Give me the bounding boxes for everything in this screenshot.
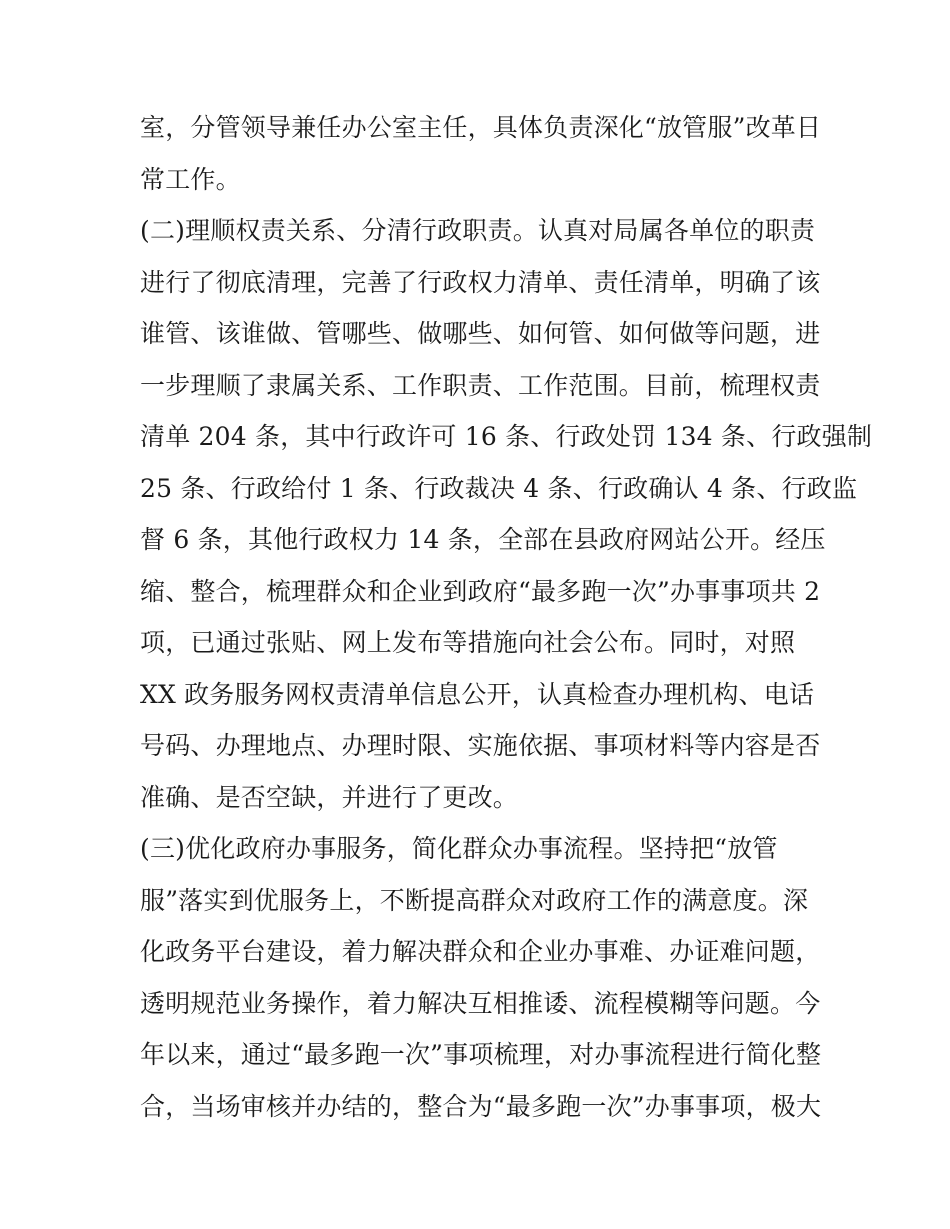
text-line: 常工作。 — [140, 164, 241, 194]
text-line: 进行了彻底清理，完善了行政权力清单、责任清单，明确了该 — [140, 267, 821, 297]
body-text — [140, 102, 873, 1132]
text-line: 25 条、行政给付 1 条、行政裁决 4 条、行政确认 4 条、行政监 — [140, 473, 858, 503]
text-line: 一步理顺了隶属关系、工作职责、工作范围。目前，梳理权责 — [140, 370, 821, 400]
text-line: 清单 204 条，其中行政许可 16 条、行政处罚 134 条、行政强制 — [140, 422, 873, 451]
text-line: XX 政务服务网权责清单信息公开，认真检查办理机构、电话 — [140, 679, 815, 709]
text-line: 号码、办理地点、办理时限、实施依据、事项材料等内容是否 — [140, 731, 821, 760]
text-line: 准确、是否空缺，并进行了更改。 — [140, 782, 519, 812]
text-line: 化政务平台建设，着力解决群众和企业办事难、办证难问题， — [140, 937, 821, 966]
text-line: (二)理顺权责关系、分清行政职责。认真对局属各单位的职责 — [140, 216, 816, 245]
text-line: 合，当场审核并办结的，整合为“最多跑一次”办事事项，极大 — [140, 1091, 822, 1121]
text-line: 透明规范业务操作，着力解决互相推诿、流程模糊等问题。今 — [140, 988, 821, 1018]
text-line: (三)优化政府办事服务，简化群众办事流程。坚持把“放管 — [140, 834, 778, 863]
text-line: 督 6 条，其他行政权力 14 条，全部在县政府网站公开。经压 — [140, 525, 826, 554]
text-line: 室，分管领导兼任办公室主任，具体负责深化“放管服”改革日 — [140, 113, 822, 142]
text-line: 年以来，通过“最多跑一次”事项梳理，对办事流程进行简化整 — [140, 1040, 822, 1069]
text-line: 谁管、该谁做、管哪些、做哪些、如何管、如何做等问题，进 — [140, 319, 821, 348]
text-line: 缩、整合，梳理群众和企业到政府“最多跑一次”办事事项共 2 — [140, 576, 821, 606]
text-line: 服”落实到优服务上，不断提高群众对政府工作的满意度。深 — [140, 885, 809, 915]
text-line: 项，已通过张贴、网上发布等措施向社会公布。同时，对照 — [140, 628, 796, 657]
